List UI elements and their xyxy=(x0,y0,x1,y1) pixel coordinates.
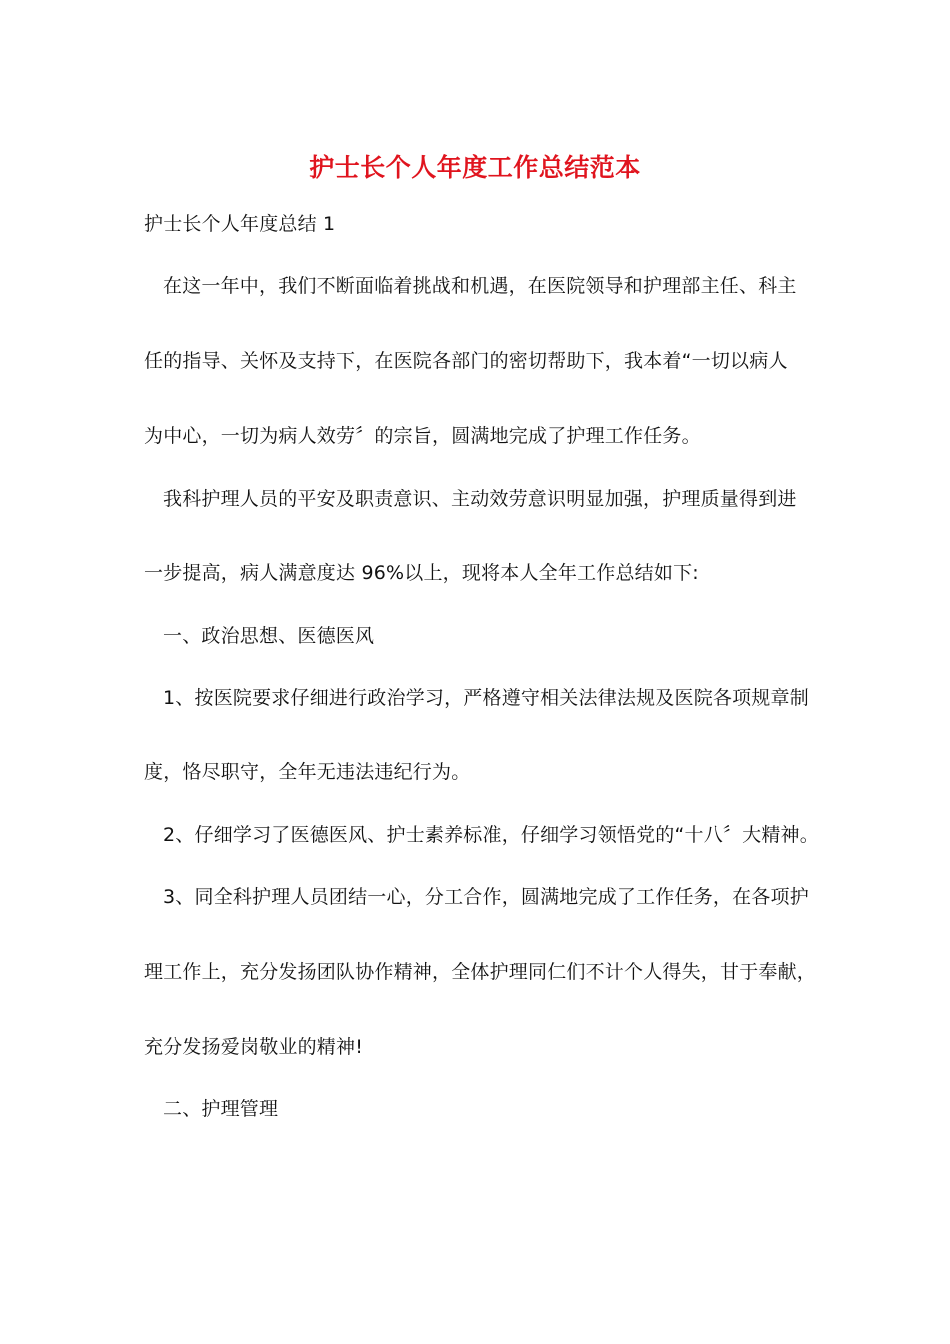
list-item-line: 理工作上，充分发扬团队协作精神，全体护理同仁们不计个人得失，甘于奉献， xyxy=(144,961,817,983)
list-item-line: 充分发扬爱岗敬业的精神! xyxy=(144,1036,364,1058)
list-item-line: 度，恪尽职守，全年无违法违纪行为。 xyxy=(144,761,471,783)
section-heading: 护士长个人年度总结 1 xyxy=(144,213,336,235)
paragraph-line: 在这一年中，我们不断面临着挑战和机遇，在医院领导和护理部主任、科主 xyxy=(163,275,797,297)
paragraph-line: 我科护理人员的平安及职责意识、主动效劳意识明显加强，护理质量得到进 xyxy=(163,488,797,510)
list-item-line: 3、同全科护理人员团结一心，分工合作，圆满地完成了工作任务，在各项护 xyxy=(163,886,809,908)
document-title: 护士长个人年度工作总结范本 xyxy=(309,153,641,182)
list-item-line: 2、仔细学习了医德医风、护士素养标准，仔细学习领悟党的“十八〞大精神。 xyxy=(163,824,819,846)
paragraph-line: 任的指导、关怀及支持下，在医院各部门的密切帮助下，我本着“一切以病人 xyxy=(144,350,788,372)
section-heading: 一、政治思想、医德医风 xyxy=(163,625,375,647)
paragraph-line: 为中心，一切为病人效劳〞的宗旨，圆满地完成了护理工作任务。 xyxy=(144,425,701,447)
paragraph-line: 一步提高，病人满意度达 96%以上，现将本人全年工作总结如下: xyxy=(144,562,699,584)
section-heading: 二、护理管理 xyxy=(163,1098,279,1120)
list-item-line: 1、按医院要求仔细进行政治学习，严格遵守相关法律法规及医院各项规章制 xyxy=(163,687,809,709)
